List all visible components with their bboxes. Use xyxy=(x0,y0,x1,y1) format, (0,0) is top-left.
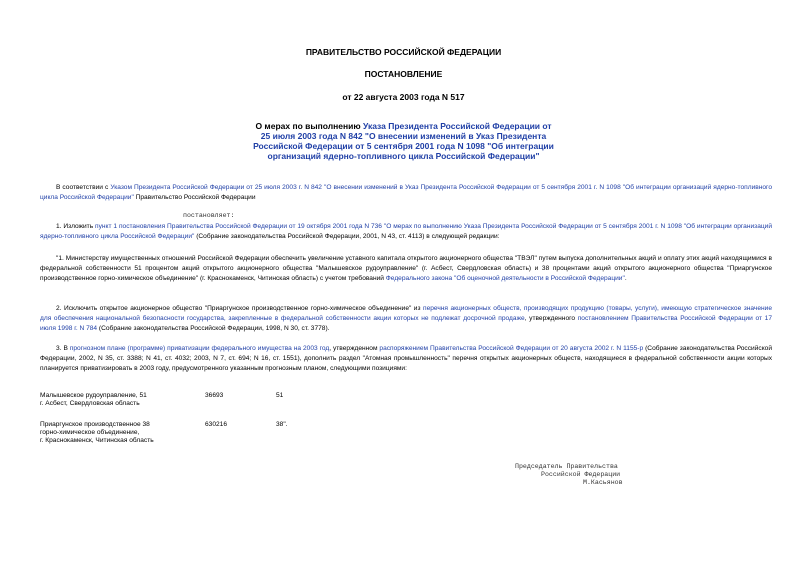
item-2-text-mid: , утвержденного xyxy=(524,315,578,322)
item-1-link[interactable]: пункт 1 постановления Правительства Российской Федерации от 19 октября 2001 года N 736 "О мерах по выполнению Указа Президента Российской Федерации от 5 сентября 2001 г. N 1098 "Об интеграции организаций ядерно-топливного цикла Российской Федерации" xyxy=(40,223,773,240)
preamble-text-end: Правительство Российской Федерации xyxy=(133,194,256,201)
row-2-name-line: г. Краснокаменск, Читинская область xyxy=(40,437,154,444)
subject-link-line4[interactable]: организаций ядерно-топливного цикла Российской Федерации" xyxy=(267,151,540,161)
item-3-text-mid: , утвержденном xyxy=(329,345,380,352)
row-1-code: 36693 xyxy=(205,392,224,399)
row-2-code: 630216 xyxy=(205,421,228,428)
row-2-name-line: горно-химическое объединение, xyxy=(40,429,140,436)
row-1-percent: 51 xyxy=(276,392,284,399)
document-date: от 22 августа 2003 года N 517 xyxy=(342,92,465,102)
signature-line-1: Председатель Правительства xyxy=(515,463,618,470)
item-1-text: 1. Изложить xyxy=(56,223,96,230)
item-2-text-end: (Собрание законодательства Российской Федерации, 1998, N 30, ст. 3778). xyxy=(97,325,330,332)
preamble-paragraph xyxy=(40,183,772,203)
item-1-paragraph xyxy=(40,222,772,242)
subject-link-line2[interactable]: 25 июля 2003 года N 842 "О внесении изменений в Указ Президента xyxy=(260,131,547,141)
quoted-paragraph xyxy=(40,254,772,284)
document-type: ПОСТАНОВЛЕНИЕ xyxy=(364,69,443,79)
item-3-paragraph xyxy=(40,344,772,374)
row-2-name-line: Приаргунское производственное 38 xyxy=(40,421,150,428)
signature-name: М.Касьянов xyxy=(583,479,623,486)
preamble-text: В соответствии с xyxy=(56,184,111,191)
preamble-decree-link[interactable]: Указом Президента Российской Федерации от 25 июля 2003 г. N 842 "О внесении изменений в Указ Президента Российской Федерации от 5 сентября 2001 г. N 1098 "Об интеграции организаций ядерно-топливного цикла Российской Федерации" xyxy=(40,184,772,201)
item-3-text-end: (Собрание законодательства Российской Федерации, 2002, N 35, ст. 3388; N 41, ст. 4032; 2003, N 7, ст. 694; N 16, ст. 1551), дополнить раздел "Атомная промышленность" перечня открытых акционерных обществ, находящиеся в федеральной собственности акции которых планируется приватизировать в 2003 году, предусмотренного указанным прогнозным планом, следующими позициями: xyxy=(40,345,772,372)
item-2-paragraph xyxy=(40,304,772,334)
signature-line-2: Российской Федерации xyxy=(541,471,621,478)
item-2-text: 2. Исключить открытое акционерное общество "Приаргунское производственное горно-химическое объединение" из xyxy=(56,305,423,312)
privatization-plan-link[interactable]: прогнозном плане (программе) приватизации федерального имущества на 2003 год xyxy=(69,345,330,352)
government-title: ПРАВИТЕЛЬСТВО РОССИЙСКОЙ ФЕДЕРАЦИИ xyxy=(305,47,502,57)
strategic-list-link[interactable]: перечня акционерных обществ, производящих продукцию (товары, услуги), имеющую стратегическое значение для обеспечения национальной безопасности государства, закрепленные в федеральной собственности акции которых не подлежат досрочной продаже xyxy=(40,305,773,322)
row-2-percent: 38". xyxy=(276,421,288,428)
subject-text: О мерах по выполнению xyxy=(255,121,363,131)
quote-text-end: . xyxy=(624,275,627,282)
row-1-name xyxy=(40,392,147,408)
row-1-name-line: Малышевское рудоуправление, 51 xyxy=(40,392,147,399)
subject-link-line3[interactable]: Российской Федерации от 5 сентября 2001 года N 1098 "Об интеграции xyxy=(253,141,554,151)
item-1-text-end: (Собрание законодательства Российской Федерации, 2001, N 43, ст. 4113) в следующей редакции: xyxy=(194,233,500,240)
quote-text: "1. Министерству имущественных отношений Российской Федерации обеспечить увеличение уставного капитала открытого акционерного общества "ТВЭЛ" путем выпуска дополнительных акций и оплату этих акций находящимися в федеральной собственности 51 процентом акций открытого акционерного общества "Малышевское рудоуправление" (г. Асбест, Свердловская область) и 38 процентами акций открытого акционерного общества "Приаргунское производственное горно-химическое объединение" (г. Краснокаменск, Читинская область) с учетом требований xyxy=(40,255,772,282)
valuation-law-link[interactable]: Федерального закона "Об оценочной деятельности в Российской Федерации" xyxy=(385,275,625,282)
order-1155-link[interactable]: распоряжением Правительства Российской Федерации от 20 августа 2002 г. N 1155-р xyxy=(379,345,644,352)
item-3-text: 3. В xyxy=(56,345,70,352)
resolves-label: постановляет: xyxy=(183,212,235,219)
subject-link-line1[interactable]: Указа Президента Российской Федерации от xyxy=(362,121,552,131)
row-2-name xyxy=(40,421,154,445)
row-1-name-line: г. Асбест, Свердловская область xyxy=(40,400,140,407)
resolution-784-link[interactable]: постановлением Правительства Российской Федерации от 17 июля 1998 г. N 784 xyxy=(40,315,772,332)
document-subject xyxy=(200,121,607,161)
